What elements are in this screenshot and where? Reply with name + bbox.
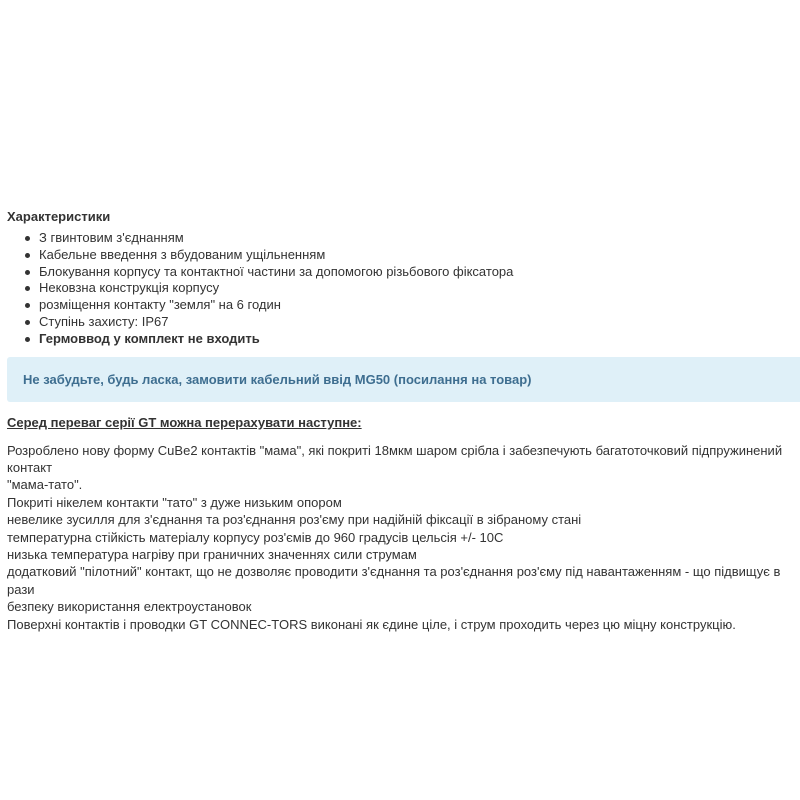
list-item-text: Нековзна конструкція корпусу [39, 280, 220, 296]
list-item-text: З гвинтовим з'єднанням [39, 230, 184, 245]
list-item-text: Блокування корпусу та контактної частини за допомогою різьбового фіксатора [39, 263, 514, 279]
cable-gland-link[interactable]: кабельний ввід MG50 [250, 371, 391, 387]
advantage-line: невелике зусилля для з'єднання та роз'єднання роз'єму при надійній фіксації в зібраному стані [7, 512, 582, 528]
bullet-icon [25, 253, 30, 258]
list-item-text: Кабельне введення з вбудованим ущільненням [39, 246, 326, 262]
advantage-line: безпеку використання електроустановок [7, 599, 252, 615]
advantages-text [7, 442, 787, 633]
advantage-line: додатковий "пілотний" контакт, що не дозволяє проводити з'єднання та роз'єднання роз'єму під навантаженням - що підвищує в рази [7, 564, 781, 597]
list-item [25, 247, 800, 264]
advantage-line: низька температура нагріву при граничних значеннях сили струмам [7, 547, 417, 563]
advantage-line: Розроблено нову форму CuBe2 контактів "мама", які покриті 18мкм шаром срібла і забезпечують багатоточковий підпружинений контакт [7, 442, 783, 475]
list-item [25, 264, 800, 281]
order-notice [7, 357, 800, 402]
bullet-icon [25, 337, 30, 342]
list-item-text: Гермоввод у комплект не входить [39, 330, 260, 346]
list-item [25, 280, 800, 297]
advantages-heading: Серед переваг серії GT можна перерахувати наступне: [7, 414, 362, 430]
list-item [25, 314, 800, 331]
list-item-text: Ступінь захисту: IP67 [39, 313, 169, 329]
notice-link-hint: (посилання на товар) [390, 371, 532, 387]
notice-text: Не забудьте, будь ласка, замовити [23, 371, 251, 387]
bullet-icon [25, 270, 30, 275]
list-item [25, 297, 800, 314]
bullet-icon [25, 320, 30, 325]
advantage-line: температурна стійкість матеріалу корпусу роз'ємів до 960 градусів цельсія +/- 10С [7, 529, 504, 545]
list-item-text: розміщення контакту "земля" на 6 годин [39, 297, 281, 313]
advantage-line: Поверхні контактів і проводки GT CONNEC-TORS виконані як єдине ціле, і струм проходить через цю міцну конструкцію. [7, 616, 736, 632]
bullet-icon [25, 286, 30, 291]
product-description [0, 205, 800, 633]
characteristics-heading: Характеристики [7, 209, 111, 224]
advantage-line: "мама-тато". [7, 477, 83, 493]
list-item [25, 230, 800, 247]
bullet-icon [25, 303, 30, 308]
advantage-line: Покриті нікелем контакти "тато" з дуже низьким опором [7, 494, 342, 510]
bullet-icon [25, 236, 30, 241]
characteristics-list [0, 230, 800, 348]
list-item-highlight [25, 331, 800, 348]
